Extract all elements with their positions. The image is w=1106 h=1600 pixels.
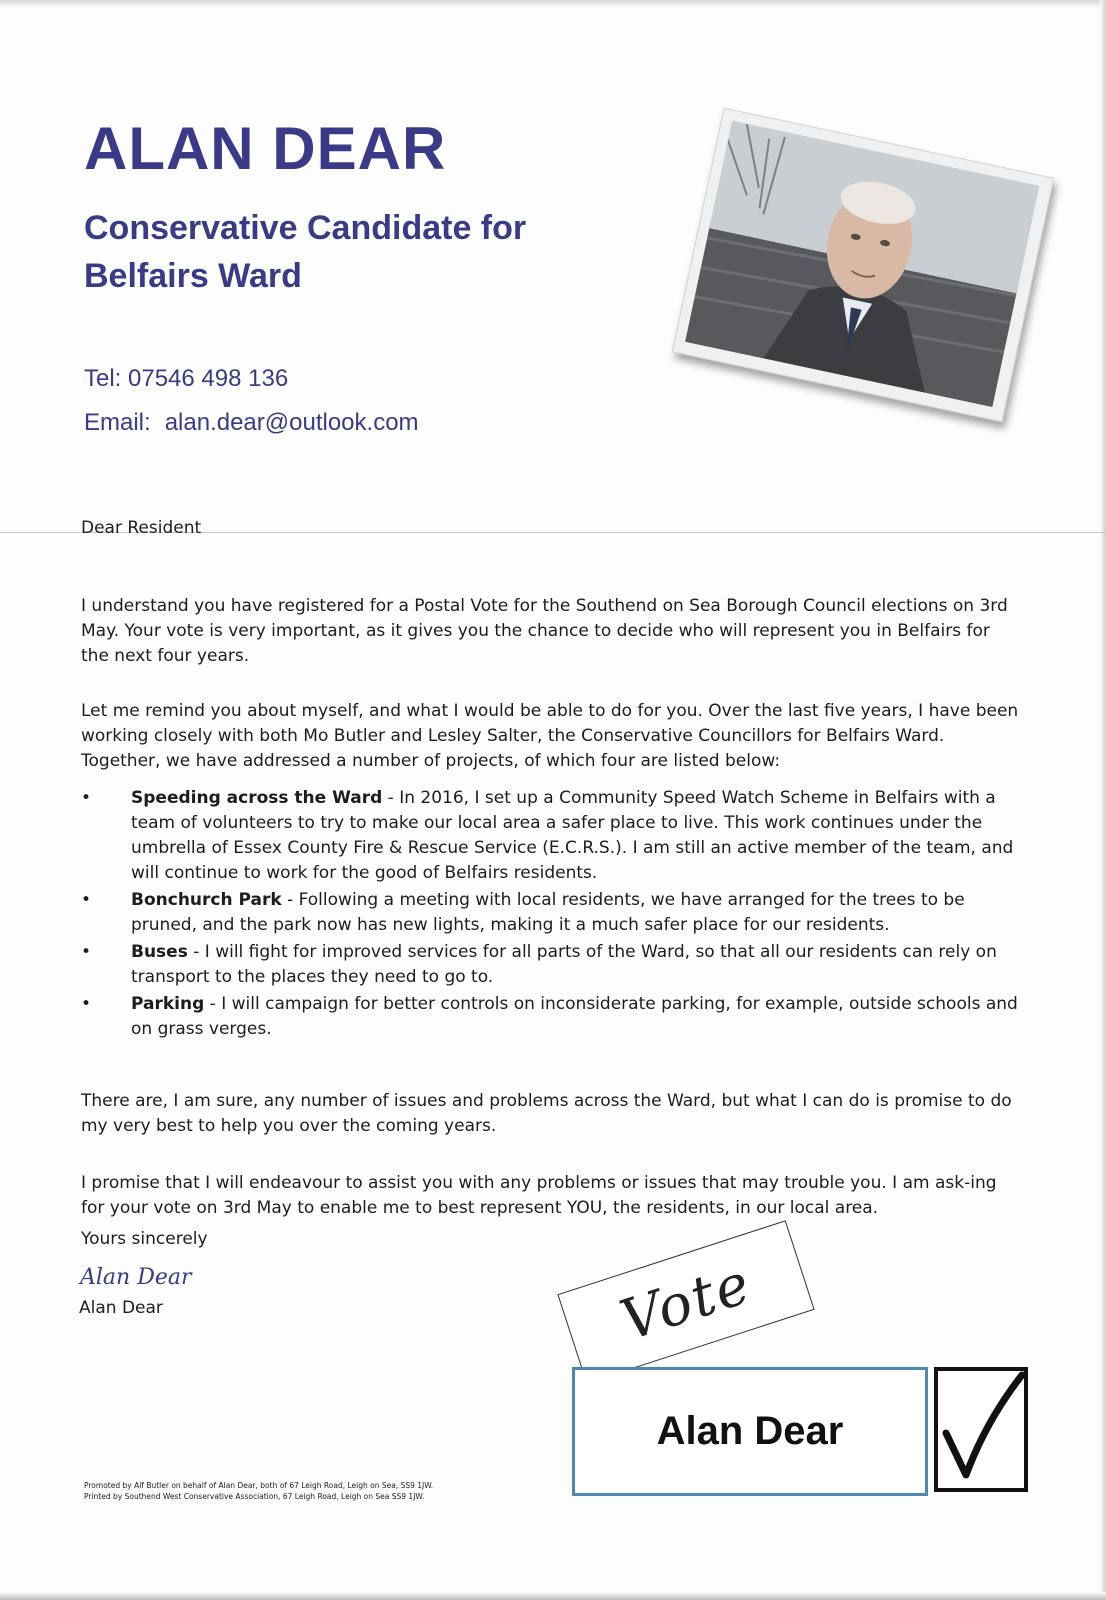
- subtitle-line-2: Belfairs Ward: [84, 257, 302, 295]
- email-address: alan.dear@outlook.com: [164, 409, 419, 436]
- letter-paragraph-4: I promise that I will endeavour to assist you with any problems or issues that may trouble you. I am ask-ing for your vote on 3rd May to enable me to best represent YOU, the residents, in our local area.: [81, 1173, 997, 1218]
- letter-paragraph-3: There are, I am sure, any number of issues and problems across the Ward, but what I can do is promise to do my very best to help you over the coming years.: [81, 1091, 1012, 1136]
- email-label: Email:: [84, 409, 151, 436]
- bullet-icon: •: [81, 994, 92, 1014]
- list-item-text: - I will fight for improved services for all parts of the Ward, so that all our residents can rely on transport to the places they need to go to.: [131, 942, 997, 987]
- candidate-photo: [685, 121, 1039, 407]
- candidate-subtitle: [84, 204, 526, 300]
- paper-edge-bottom: [0, 1592, 1106, 1600]
- email-line: [84, 409, 419, 437]
- letter-paragraph-2: Let me remind you about myself, and what I would be able to do for you. Over the last five years, I have been working closely with both Mo Butler and Lesley Salter, the Conservative Councillors for Belfairs Ward. Together, we have addressed a number of projects, of which four are listed below:: [81, 701, 1019, 771]
- list-item-title: Parking: [131, 994, 205, 1014]
- ballot-name-box: [572, 1367, 928, 1496]
- paper-edge-right: [1100, 0, 1106, 1600]
- imprint-printed: Printed by Southend West Conservative Association, 67 Leigh Road, Leigh on Sea SS9 1JW.: [84, 1492, 425, 1501]
- projects-list: [81, 786, 1021, 1044]
- list-item-text: - Following a meeting with local residents, we have arranged for the trees to be pruned, and the park now has new lights, making it a much safer place for our residents.: [131, 890, 965, 935]
- handwritten-signature: Alan Dear: [80, 1265, 192, 1290]
- bullet-icon: •: [81, 788, 92, 808]
- list-item-text: - I will campaign for better controls on inconsiderate parking, for example, outside schools and on grass verges.: [131, 994, 1018, 1039]
- checkmark-icon: [938, 1371, 1024, 1488]
- subtitle-line-1: Conservative Candidate for: [84, 209, 527, 247]
- signature-name: Alan Dear: [79, 1298, 163, 1318]
- bullet-icon: •: [81, 890, 92, 910]
- ballot-candidate-name: Alan Dear: [656, 1409, 844, 1453]
- list-item-title: Bonchurch Park: [131, 890, 282, 910]
- candidate-name: ALAN DEAR: [84, 115, 447, 182]
- letter-salutation: Dear Resident: [81, 518, 202, 538]
- list-item: [81, 940, 1021, 990]
- list-item-title: Buses: [131, 942, 188, 962]
- paper-edge-top: [0, 0, 1106, 8]
- list-item: [81, 786, 1021, 886]
- letter-closing: Yours sincerely: [81, 1229, 208, 1249]
- letter-paragraph-1: I understand you have registered for a Postal Vote for the Southend on Sea Borough Council elections on 3rd May. Your vote is very important, as it gives you the chance to decide who will represent you in Belfairs for the next four years.: [81, 596, 1008, 666]
- list-item: [81, 888, 1021, 938]
- candidate-photo-frame: [672, 108, 1055, 423]
- list-item-text: - In 2016, I set up a Community Speed Watch Scheme in Belfairs with a team of volunteers to try to make our local area a safer place to live. This work continues under the umbrella of Essex County Fire & Rescue Service (E.C.R.S.). I am still an active member of the team, and will continue to work for the good of Belfairs residents.: [131, 788, 1014, 883]
- portrait-illustration: [685, 121, 1039, 407]
- ballot-checkbox: [934, 1367, 1028, 1492]
- imprint-promoted: Promoted by Alf Butler on behalf of Alan Dear, both of 67 Leigh Road, Leigh on Sea, SS9 1JW.: [84, 1481, 434, 1490]
- list-item-title: Speeding across the Ward: [131, 788, 383, 808]
- bullet-icon: •: [81, 942, 92, 962]
- telephone: Tel: 07546 498 136: [84, 365, 289, 392]
- list-item: [81, 992, 1021, 1042]
- vote-word: Vote: [612, 1250, 760, 1354]
- imprint: [84, 1480, 433, 1502]
